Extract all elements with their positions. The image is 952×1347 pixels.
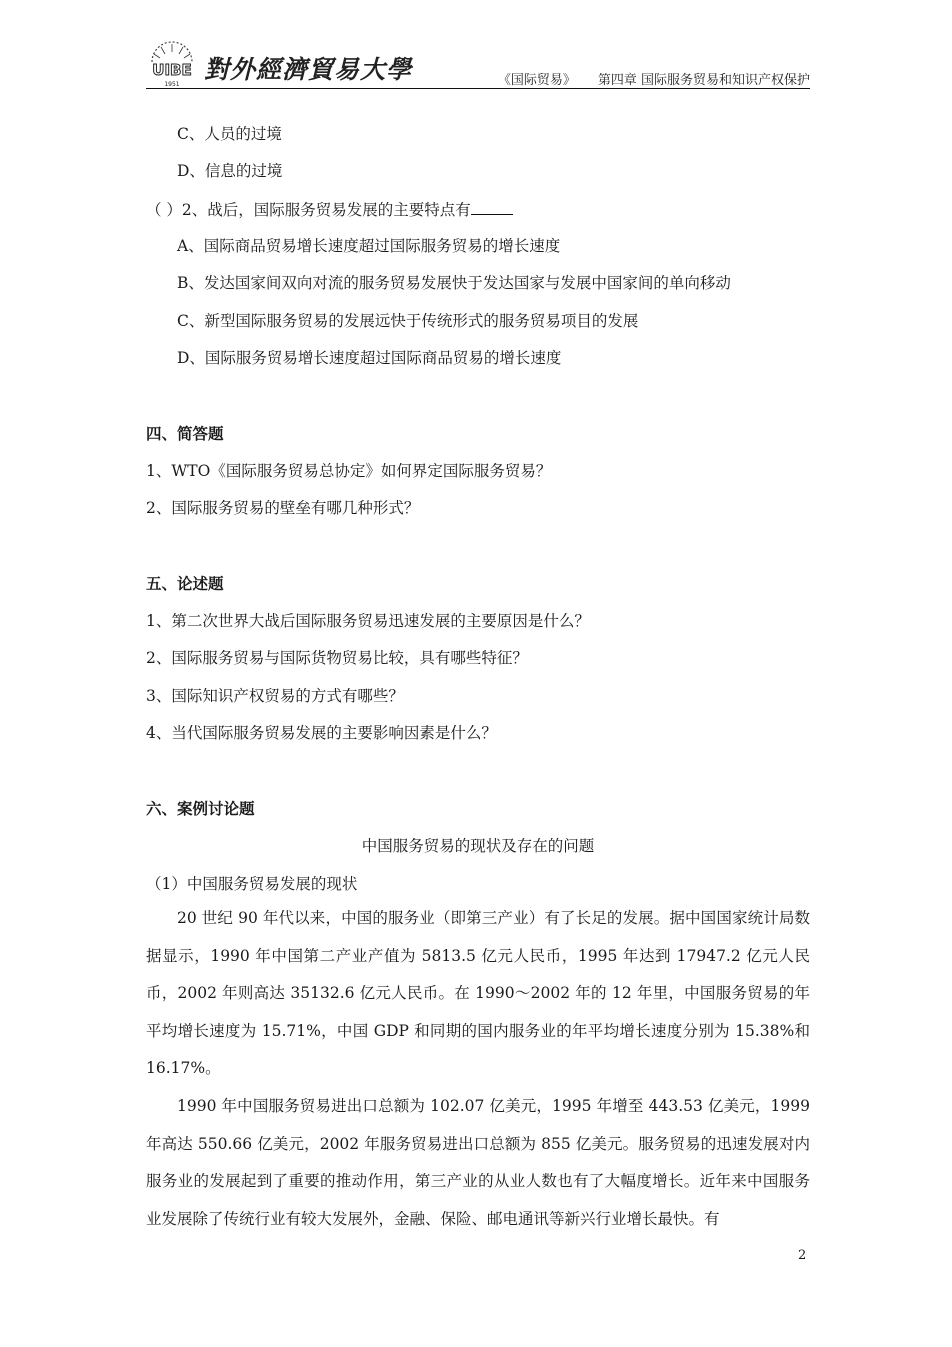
q2-stem-text: （ ）2、战后，国际服务贸易发展的主要特点有 [146, 201, 471, 219]
answer-blank [471, 199, 513, 215]
header-rule [146, 88, 810, 89]
q1-option-d: D、信息的过境 [177, 162, 283, 180]
section-4-item: 2、国际服务贸易的壁垒有哪几种形式？ [146, 499, 420, 517]
case-subheading: （1）中国服务贸易发展的现状 [146, 875, 358, 893]
section-5-title: 五、论述题 [146, 575, 224, 593]
q2-stem [146, 199, 513, 220]
logo-year: 1951 [164, 81, 180, 88]
section-5-item: 1、第二次世界大战后国际服务贸易迅速发展的主要原因是什么？ [146, 612, 590, 630]
q2-option-c: C、新型国际服务贸易的发展远快于传统形式的服务贸易项目的发展 [177, 312, 639, 330]
section-4-item: 1、WTO《国际服务贸易总协定》如何界定国际服务贸易？ [146, 462, 552, 480]
page-header [146, 36, 810, 90]
case-paragraph: 1990 年中国服务贸易进出口总额为 102.07 亿美元，1995 年增至 443.53 亿美元，1999 年高达 550.66 亿美元，2002 年服务贸易进出口总额为 855 亿美元。服务贸易的迅速发展对内服务业的发展起到了重要的推动作用，第三产业的从业人数也有了大幅度增长。近年来中国服务业发展除了传统行业有较大发展外，金融、保险、邮电通讯等新兴行业增长最快。有 [146, 1097, 810, 1228]
section-4-title: 四、简答题 [146, 425, 224, 443]
logo-text: UIBE [152, 61, 192, 79]
section-5-item: 3、国际知识产权贸易的方式有哪些？ [146, 687, 404, 705]
book-title: 《国际贸易》 [497, 73, 576, 88]
section-6-title: 六、案例讨论题 [146, 800, 255, 818]
q2-option-a: A、国际商品贸易增长速度超过国际服务贸易的增长速度 [177, 237, 561, 255]
page-number: 2 [798, 1248, 807, 1263]
section-5-item: 2、国际服务贸易与国际货物贸易比较，具有哪些特征？ [146, 649, 528, 667]
section-5-item: 4、当代国际服务贸易发展的主要影响因素是什么？ [146, 724, 497, 742]
q2-option-d: D、国际服务贸易增长速度超过国际商品贸易的增长速度 [177, 349, 562, 367]
chapter-title: 第四章 国际服务贸易和知识产权保护 [597, 73, 810, 88]
q1-option-c: C、人员的过境 [177, 125, 282, 143]
university-logo-icon [146, 40, 198, 88]
header-right [498, 69, 810, 88]
case-paragraph: 20 世纪 90 年代以来，中国的服务业（即第三产业）有了长足的发展。据中国国家统计局数据显示，1990 年中国第二产业产值为 5813.5 亿元人民币，1995 年达到 17947.2 亿元人民币，2002 年则高达 35132.6 亿元人民币。在 1990～2002 年的 12 年里，中国服务贸易的年平均增长速度为 15.71%，中国 GDP 和同期的国内服务业的年平均增长速度分别为 15.38%和 16.17%。 [146, 909, 810, 1077]
case-title: 中国服务贸易的现状及存在的问题 [361, 837, 595, 855]
q2-option-b: B、发达国家间双向对流的服务贸易发展快于发达国家与发展中国家间的单向移动 [177, 274, 731, 292]
university-name: 對外經濟貿易大學 [204, 55, 413, 84]
